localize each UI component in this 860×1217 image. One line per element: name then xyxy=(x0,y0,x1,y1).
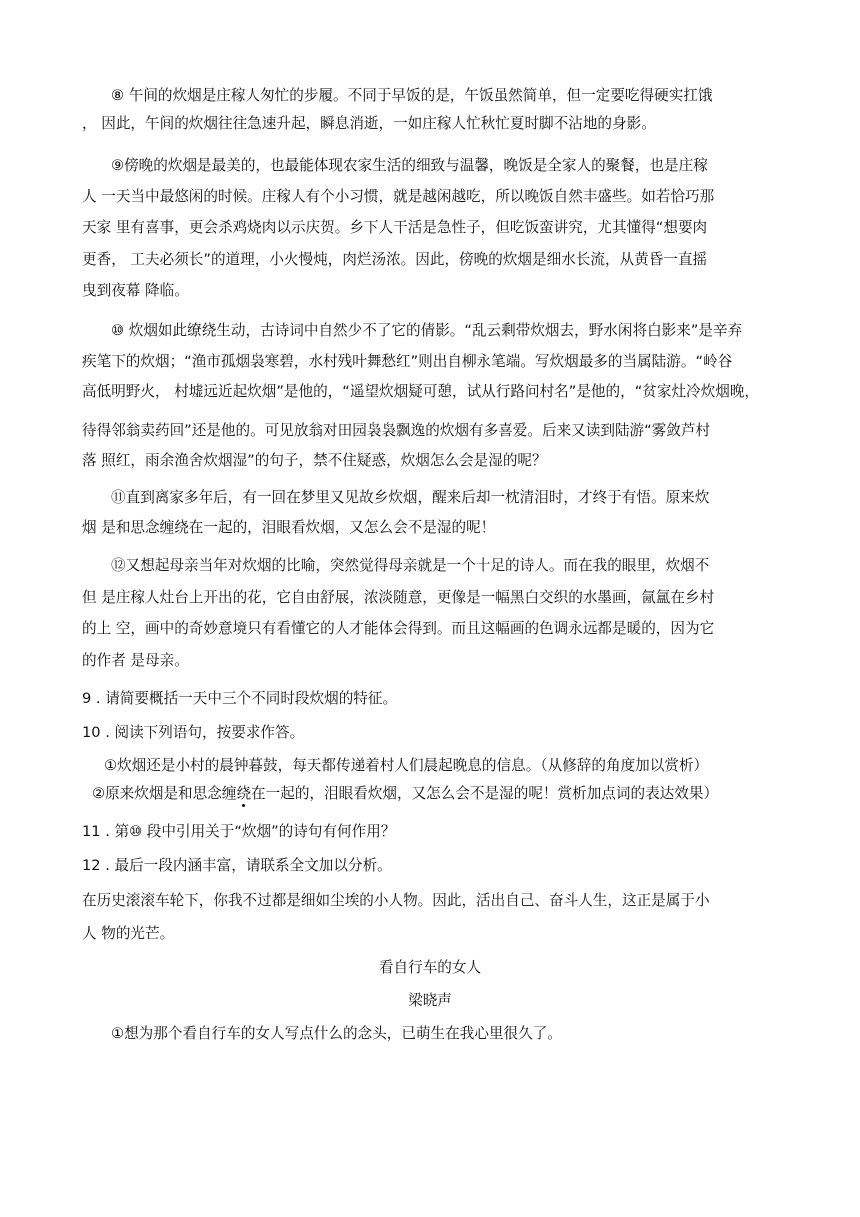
paragraph-9-line-2: 人 一天当中最悠闲的时候。庄稼人有个小习惯，就是越闲越吃，所以晚饭自然丰盛些。如若恰巧那 xyxy=(82,188,715,205)
paragraph-9-line-5: 曳到夜幕 降临。 xyxy=(82,282,189,299)
paragraph-9-line-4: 更香， 工夫必须长”的道理，小火慢炖，肉烂汤浓。因此，傍晚的炊烟是细水长流，从黄昏一直摇 xyxy=(82,251,708,268)
paragraph-12-line-1: ⑫又想起母亲当年对炊烟的比喻，突然觉得母亲就是一个十足的诗人。而在我的眼里，炊烟不 xyxy=(111,557,710,574)
question-11: 11 . 第⑩ 段中引用关于“炊烟”的诗句有何作用？ xyxy=(82,823,396,840)
paragraph-11-line-1: ⑪直到离家多年后，有一回在梦里又见故乡炊烟，醒来后却一枕清泪时，才终于有悟。原来炊 xyxy=(111,489,710,506)
question-10: 10 . 阅读下列语句，按要求作答。 xyxy=(82,724,305,741)
paragraph-10-line-4: 待得邻翁卖药回”还是他的。可见放翁对田园袅袅飘逸的炊烟有多喜爱。后来又读到陆游“雾敛芦村 xyxy=(82,422,711,439)
question-10-item-2-end: 在一起的，泪眼看炊烟，又怎么会不是湿的呢！赏析加点词的表达效果） xyxy=(251,785,719,802)
article-title: 看自行车的女人 xyxy=(378,959,482,976)
paragraph-10-line-3: 高低明野火， 村墟远近起炊烟”是他的，“遥望炊烟疑可憩，试从行路问村名”是他的，“贫家灶冷炊烟晚， xyxy=(82,383,760,400)
question-10-item-1: ①炊烟还是小村的晨钟暮鼓，每天都传递着村人们晨起晚息的信息。（从修辞的角度加以赏析） xyxy=(104,757,709,774)
paragraph-12-line-2: 但 是庄稼人灶台上开出的花，它自由舒展，浓淡随意，更像是一幅黑白交织的水墨画，氤氲在乡村 xyxy=(82,589,715,606)
article-first-line: ①想为那个看自行车的女人写点什么的念头，已萌生在我心里很久了。 xyxy=(111,1025,562,1042)
paragraph-8-line-2: ， 因此，午间的炊烟往往急速升起，瞬息消逝，一如庄稼人忙秋忙夏时脚不沾地的身影。 xyxy=(82,115,656,132)
question-10-item-2-start: ②原来炊烟是和思念缠 xyxy=(92,785,237,802)
dotted-word: 绕 xyxy=(236,785,252,802)
paragraph-9-line-1: ⑨傍晚的炊烟是最美的，也最能体现农家生活的细致与温馨，晚饭是全家人的聚餐，也是庄稼 xyxy=(111,157,708,174)
question-12: 12 . 最后一段内涵丰富，请联系全文加以分析。 xyxy=(82,857,392,874)
closing-line-2: 人 物的光芒。 xyxy=(82,925,175,942)
question-10-item-2 xyxy=(92,784,718,804)
paragraph-8-line-1: ⑧ 午间的炊烟是庄稼人匆忙的步履。不同于早饭的是，午饭虽然简单，但一定要吃得硬实扛饿 xyxy=(111,87,713,104)
paragraph-12-line-4: 的作者 是母亲。 xyxy=(82,652,189,669)
paragraph-10-line-2: 疾笔下的炊烟；“渔市孤烟袅寒碧，水村残叶舞愁红”则出自柳永笔端。写炊烟最多的当属陆游。“岭谷 xyxy=(82,353,733,370)
article-author: 梁晓声 xyxy=(408,992,452,1009)
paragraph-11-line-2: 烟 是和思念缠绕在一起的，泪眼看炊烟，又怎么会不是湿的呢！ xyxy=(82,519,496,536)
paragraph-10-line-1: ⑩ 炊烟如此缭绕生动，古诗词中自然少不了它的倩影。“乱云剩带炊烟去，野水闲将白影来”是辛弃 xyxy=(111,322,743,339)
paragraph-12-line-3: 的上 空，画中的奇妙意境只有看懂它的人才能体会得到。而且这幅画的色调永远都是暖的，因为它 xyxy=(82,620,715,637)
paragraph-9-line-3: 天家 里有喜事，更会杀鸡烧肉以示庆贺。乡下人干活是急性子，但吃饭蛮讲究，尤其懂得“想要肉 xyxy=(82,219,708,236)
paragraph-10-line-5: 落 照红，雨余渔舍炊烟湿”的句子，禁不住疑惑，炊烟怎么会是湿的呢？ xyxy=(82,452,547,469)
question-9: 9 . 请简要概括一天中三个不同时段炊烟的特征。 xyxy=(82,690,398,707)
closing-line-1: 在历史滚滚车轮下，你我不过都是细如尘埃的小人物。因此，活出自己、奋斗人生，这正是属于小 xyxy=(82,892,710,909)
